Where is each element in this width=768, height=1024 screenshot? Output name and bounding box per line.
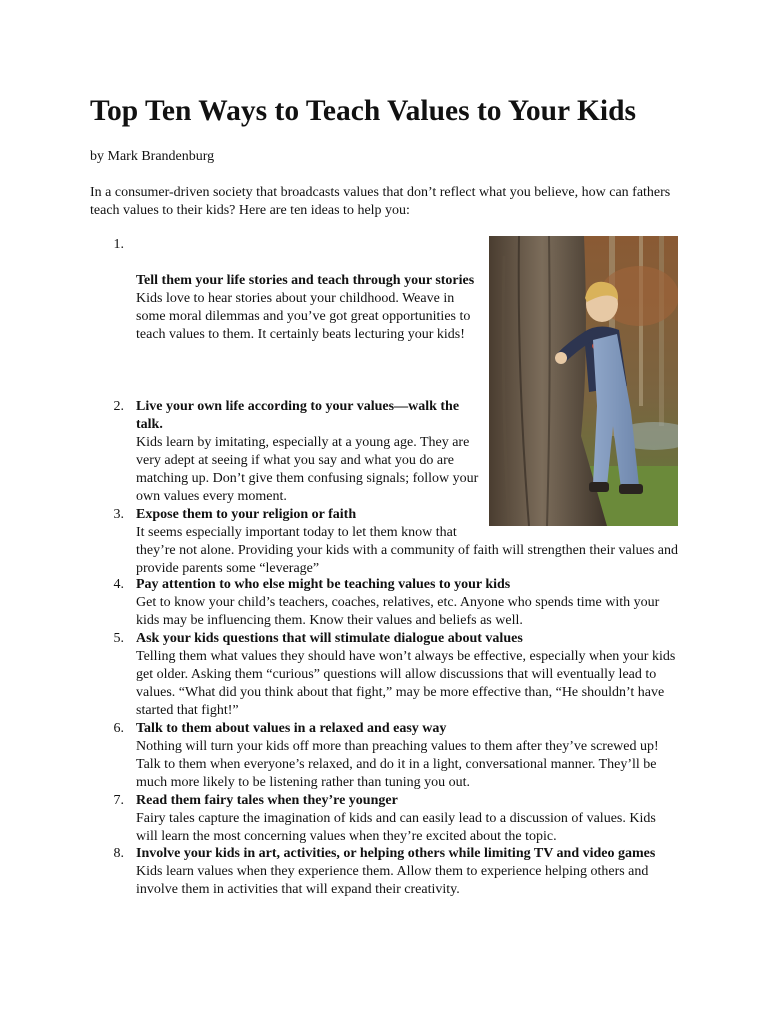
item-title: Read them fairy tales when they’re younger (136, 793, 398, 808)
intro-paragraph: In a consumer-driven society that broadcasts values that don’t reflect what you believe, how can fathers teach values to their kids? Here are ten ideas to help you: (90, 185, 671, 218)
item-body-first-line: It seems especially important today to let them know that (136, 525, 457, 540)
page-title: Top Ten Ways to Teach Values to Your Kids (90, 95, 636, 127)
list-item (113, 845, 681, 899)
item-body: Kids learn by imitating, especially at a young age. They are very adept at seeing if what you say and what you do are matching up. Don’t give them confusing signals; follow your own values every moment. (136, 435, 479, 504)
item-body (136, 524, 681, 578)
item-title: Expose them to your religion or faith (136, 507, 357, 522)
photo-illustration (489, 236, 678, 526)
item-title: Live your own life according to your values—walk the talk. (136, 399, 460, 432)
item-body: Get to know your child’s teachers, coaches, relatives, etc. Anyone who spends time with your kids may be influencing them. Know their values and beliefs as well. (136, 595, 660, 628)
item-number: 3. (113, 507, 124, 522)
photo-child-hugging-tree (489, 236, 678, 526)
item-body: Kids love to hear stories about your childhood. Weave in some moral dilemmas and you’ve got great opportunities to teach values to them. It certainly beats lecturing your kids! (136, 291, 471, 342)
item-body: Kids learn values when they experience them. Allow them to experience helping others and involve them in activities that will expand their creativity. (136, 864, 649, 897)
byline: by Mark Brandenburg (90, 149, 215, 164)
list-item (113, 398, 488, 506)
list-item (113, 506, 681, 578)
list-item (113, 720, 681, 792)
item-number: 4. (113, 577, 124, 592)
item-title: Involve your kids in art, activities, or helping others while limiting TV and video games (136, 846, 656, 861)
item-number: 5. (113, 631, 124, 646)
item-title: Tell them your life stories and teach through your stories (136, 273, 475, 288)
item-number: 8. (113, 846, 124, 861)
item-number: 7. (113, 793, 124, 808)
item-number: 6. (113, 721, 124, 736)
item-body: Telling them what values they should have won’t always be effective, especially when your kids get older. Asking them “curious” questions will allow discussions that will eventually lead to values. “What did you think about that fight,” may be more effective than, “He shouldn’t have started that fight!” (136, 649, 676, 718)
item-title: Ask your kids questions that will stimulate dialogue about values (136, 631, 523, 646)
item-number: 1. (113, 237, 124, 252)
list-item (113, 236, 476, 344)
item-body-rest: they’re not alone. Providing your kids with a community of faith will strengthen their values and provide parents some “leverage” (136, 543, 679, 576)
item-title: Pay attention to who else might be teaching values to your kids (136, 577, 511, 592)
list-item (113, 792, 681, 846)
list-item (113, 630, 681, 720)
list-item (113, 576, 681, 630)
item-body: Fairy tales capture the imagination of kids and can easily lead to a discussion of values. Kids will learn the most concerning values when they’re excited about the topic. (136, 811, 656, 844)
item-title: Talk to them about values in a relaxed and easy way (136, 721, 447, 736)
item-body: Nothing will turn your kids off more than preaching values to them after they’ve screwed up! Talk to them when everyone’s relaxed, and do it in a light, conversational manner. They’ll be much more likely to be listening rather than tuning you out. (136, 739, 659, 790)
item-number: 2. (113, 399, 124, 414)
